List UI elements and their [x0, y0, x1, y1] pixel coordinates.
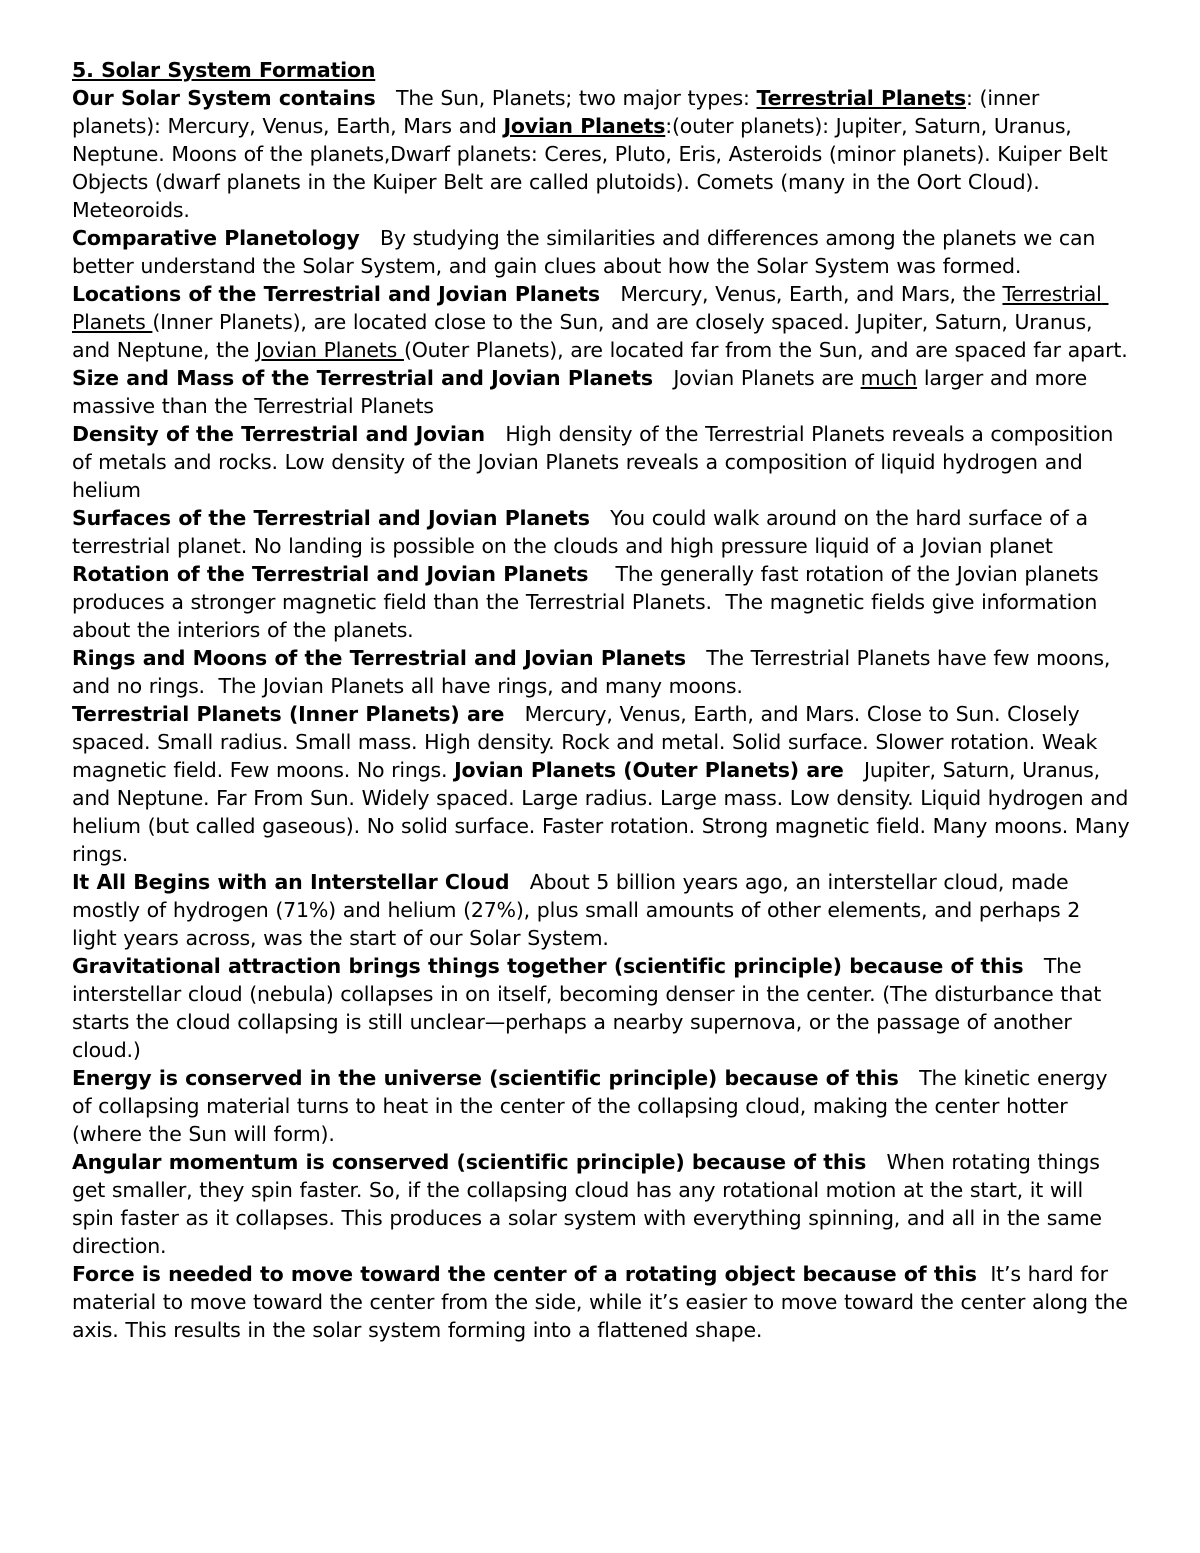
paragraph [72, 1064, 1130, 1148]
paragraph [72, 504, 1130, 560]
paragraph [72, 952, 1130, 1064]
text-run: Mercury, Venus, Earth, and Mars. Close to Sun. Closely spaced. Small radius. Small mass. High density. Rock and metal. Solid surface. Slower rotation. Weak magnetic field. Few moons. No rings. [72, 702, 1105, 782]
term-label: Locations of the Terrestrial and Jovian Planets [72, 282, 600, 306]
term-label: Comparative Planetology [72, 226, 360, 250]
text-run: :(outer planets): Jupiter, Saturn, Uranus, Neptune. Moons of the planets,Dwarf planets: Ceres, Pluto, Eris, Asteroids (minor planets). Kuiper Belt Objects (dwarf planets in the Kuiper Belt are called plutoids). Comets (many in the Oort Cloud). Meteoroids. [72, 114, 1115, 222]
text-run: Terrestrial Planets [72, 282, 1109, 334]
text-run: The generally fast rotation of the Jovian planets produces a stronger magnetic field than the Terrestrial Planets. The magnetic fields give information about the interiors of the planets. [72, 562, 1106, 642]
term-label: Energy is conserved in the universe (scientific principle) because of this [72, 1066, 899, 1090]
paragraph [72, 224, 1130, 280]
text-run: Jovian Planets [255, 338, 404, 362]
text-run: You could walk around on the hard surface of a terrestrial planet. No landing is possible on the clouds and high pressure liquid of a Jovian planet [72, 506, 1095, 558]
paragraph [72, 644, 1130, 700]
text-run: much [860, 366, 918, 390]
text-run: High density of the Terrestrial Planets reveals a composition of metals and rocks. Low density of the Jovian Planets reveals a composition of liquid hydrogen and helium [72, 422, 1120, 502]
text-run: Mercury, Venus, Earth, and Mars, the [599, 282, 1003, 306]
term-label: Terrestrial Planets (Inner Planets) are [72, 702, 505, 726]
term-label: Gravitational attraction brings things together (scientific principle) because of this [72, 954, 1024, 978]
text-run: Jovian Planets are [652, 366, 861, 390]
paragraph [72, 700, 1137, 868]
text-run: It’s hard for material to move toward the center from the side, while it’s easier to move toward the center along the axis. This results in the solar system forming into a flattened shape. [72, 1262, 1135, 1342]
paragraph [72, 1260, 1135, 1344]
text-run: When rotating things get smaller, they spin faster. So, if the collapsing cloud has any rotational motion at the start, it will spin faster as it collapses. This produces a solar system with everything spinning, and all in the same direction. [72, 1150, 1109, 1258]
term-label: Our Solar System contains [72, 86, 376, 110]
term-label: Rings and Moons of the Terrestrial and Jovian Planets [72, 646, 686, 670]
paragraph [72, 868, 1130, 952]
term-label: Size and Mass of the Terrestrial and Jovian Planets [72, 366, 653, 390]
text-run: About 5 billion years ago, an interstellar cloud, made mostly of hydrogen (71%) and helium (27%), plus small amounts of other elements, and perhaps 2 light years across, was the start of our Solar System. [72, 870, 1087, 950]
term-label: Rotation of the Terrestrial and Jovian Planets [72, 562, 589, 586]
paragraph [72, 1148, 1130, 1260]
text-run: larger and more massive than the Terrestrial Planets [72, 366, 1094, 418]
paragraph [72, 364, 1130, 420]
page-title [72, 56, 1130, 84]
document-body[interactable] [72, 56, 1137, 1344]
term-label: Force is needed to move toward the center of a rotating object because of this [72, 1262, 977, 1286]
text-run: The Terrestrial Planets have few moons, and no rings. The Jovian Planets all have rings, and many moons. [72, 646, 1118, 698]
term-label: Angular momentum is conserved (scientific principle) because of this [72, 1150, 867, 1174]
term-label: 5. Solar System Formation [72, 58, 376, 82]
text-run: The kinetic energy of collapsing material turns to heat in the center of the collapsing cloud, making the center hotter (where the Sun will form). [72, 1066, 1115, 1146]
term-label: Surfaces of the Terrestrial and Jovian Planets [72, 506, 590, 530]
text-run: The Sun, Planets; two major types: [375, 86, 757, 110]
text-run: : (inner planets): Mercury, Venus, Earth, Mars and [72, 86, 1046, 138]
paragraph [72, 280, 1130, 364]
term-label: Density of the Terrestrial and Jovian [72, 422, 485, 446]
text-run: (Inner Planets), are located close to the Sun, and are closely spaced. Jupiter, Saturn, Uranus, and Neptune, the [72, 310, 1100, 362]
paragraph [72, 420, 1130, 504]
term-label: It All Begins with an Interstellar Cloud [72, 870, 510, 894]
paragraph [72, 560, 1130, 644]
text-run: By studying the similarities and differences among the planets we can better understand the Solar System, and gain clues about how the Solar System was formed. [72, 226, 1102, 278]
text-run: Jupiter, Saturn, Uranus, and Neptune. Far From Sun. Widely spaced. Large radius. Large mass. Low density. Liquid hydrogen and helium (but called gaseous). No solid surface. Faster rotation. Strong magnetic field. Many moons. Many rings. [72, 758, 1137, 866]
text-run: (Outer Planets), are located far from the Sun, and are spaced far apart. [403, 338, 1128, 362]
term-label: Jovian Planets (Outer Planets) are [454, 758, 844, 782]
term-label: Terrestrial Planets [756, 86, 967, 110]
paragraph [72, 84, 1130, 224]
text-run: The interstellar cloud (nebula) collapses in on itself, becoming denser in the center. (The disturbance that starts the cloud collapsing is still unclear—perhaps a nearby supernova, or the passage of another cloud.) [72, 954, 1108, 1062]
term-label: Jovian Planets [503, 114, 666, 138]
